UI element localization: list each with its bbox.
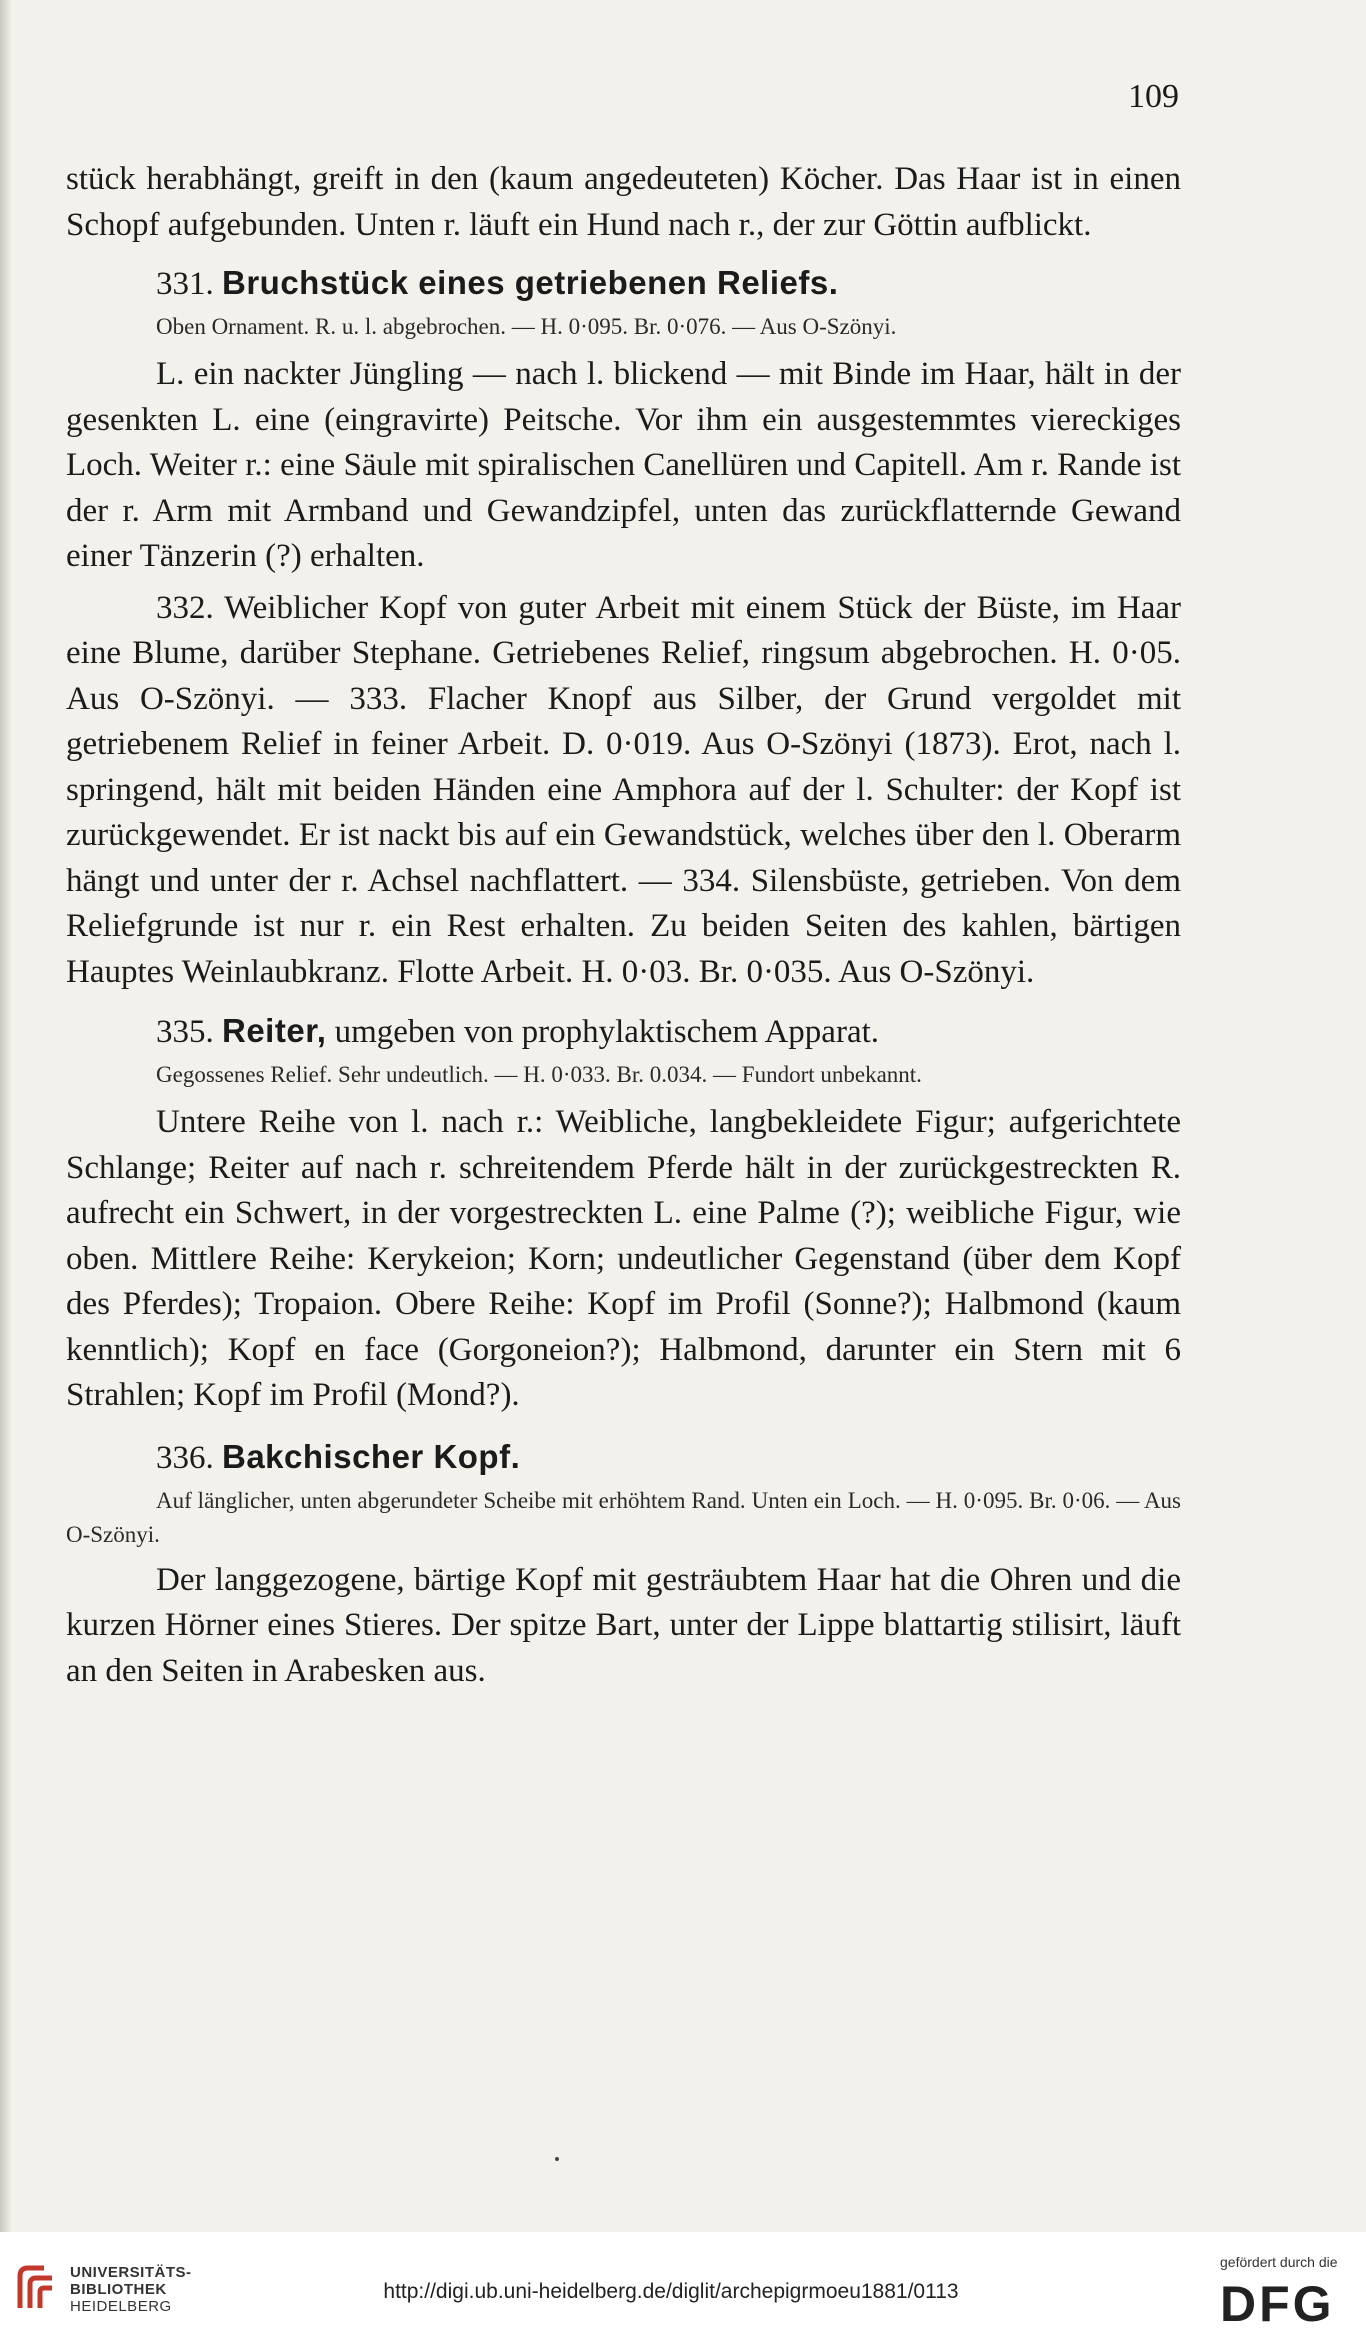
heading-number: 331. <box>156 266 214 302</box>
dfg-logo: DFG <box>1220 2276 1335 2332</box>
library-line-2: BIBLIOTHEK <box>70 2281 167 2298</box>
meta-331: Oben Ornament. R. u. l. abgebrochen. — H. 0·095. Br. 0·076. — Aus O-Szönyi. <box>156 314 897 339</box>
library-line-3: HEIDELBERG <box>70 2298 172 2315</box>
paragraph-336: Der langgezogene, bärtige Kopf mit gesträubtem Haar hat die Ohren und die kurzen Hörner eines Stieres. Der spitze Bart, unter der Lippe blattartig stilisirt, läuft an den Seiten in Arabesken aus. <box>66 1561 1181 1689</box>
heading-336 <box>66 1431 1181 1484</box>
permalink <box>0 2280 1366 2304</box>
stray-dot <box>555 2157 559 2161</box>
heading-331 <box>66 257 1181 310</box>
text-column <box>66 157 1181 1694</box>
heading-title: Bruchstück eines getriebenen Reliefs. <box>222 264 839 301</box>
heading-rest: umgeben von prophylaktischem Apparat. <box>334 1014 880 1050</box>
permalink-url[interactable]: http://digi.ub.uni-heidelberg.de/diglit/archepigrmoeu1881/0113 <box>383 2280 959 2303</box>
meta-335: Gegossenes Relief. Sehr undeutlich. — H. 0·033. Br. 0.034. — Fundort unbekannt. <box>156 1062 922 1087</box>
heading-title: Bakchischer Kopf. <box>222 1437 521 1475</box>
heading-number: 336. <box>156 1439 214 1476</box>
heading-335 <box>66 1005 1181 1058</box>
paragraph-331: L. ein nackter Jüngling — nach l. blickend — mit Binde im Haar, hält in der gesenkten L. eine (eingravirte) Peitsche. Vor ihm ein ausgestemmtes viereckiges Loch. Weiter r.: eine Säule mit spiralischen Canellüren und Capitell. Am r. Rande ist der r. Arm mit Armband und Gewandzipfel, unten das zurückflatternde Gewand einer Tänzerin (?) erhalten. <box>66 356 1181 574</box>
heading-title: Reiter, <box>222 1012 327 1049</box>
scan-edge-shadow <box>0 0 12 2232</box>
library-line-1: UNIVERSITÄTS- <box>70 2264 192 2281</box>
paragraph-332-334: 332. Weiblicher Kopf von guter Arbeit mit einem Stück der Büste, im Haar eine Blume, darüber Stephane. Getriebenes Relief, ringsum abgebrochen. H. 0·05. Aus O-Szönyi. — 333. Flacher Knopf aus Silber, der Grund vergoldet mit getriebenem Relief in feiner Arbeit. D. 0·019. Aus O-Szönyi (1873). Erot, nach l. springend, hält mit beiden Händen eine Amphora auf der l. Schulter: der Kopf ist zurückgewendet. Er ist nackt bis auf ein Gewandstück, welches über den l. Oberarm hängt und unter der r. Achsel nachflattert. — 334. Silensbüste, getrieben. Von dem Reliefgrunde ist nur r. ein Rest erhalten. Zu beiden Seiten des kahlen, bärtigen Hauptes Weinlaubkranz. Flotte Arbeit. H. 0·03. Br. 0·035. Aus O-Szönyi. <box>66 589 1181 990</box>
paragraph-continuation: stück herabhängt, greift in den (kaum angedeuteten) Köcher. Das Haar ist in einen Schopf aufgebunden. Unten r. läuft ein Hund nach r., der zur Göttin aufblickt. <box>66 161 1181 243</box>
funder-label: gefördert durch die <box>1220 2254 1338 2270</box>
paragraph-335: Untere Reihe von l. nach r.: Weibliche, langbekleidete Figur; aufgerichtete Schlange; Reiter auf nach r. schreitendem Pferde hält in der zurückgestreckten R. aufrecht ein Schwert, in der vorgestreckten L. eine Palme (?); weibliche Figur, wie oben. Mittlere Reihe: Kerykeion; Korn; undeutlicher Gegenstand (über dem Kopf des Pferdes); Tropaion. Obere Reihe: Kopf im Profil (Sonne?); Halbmond (kaum kenntlich); Kopf en face (Gorgoneion?); Halbmond, darunter ein Stern mit 6 Strahlen; Kopf im Profil (Mond?). <box>66 1104 1181 1413</box>
page-number: 109 <box>1128 78 1179 115</box>
meta-336: Auf länglicher, unten abgerundeter Scheibe mit erhöhtem Rand. Unten ein Loch. — H. 0·095. Br. 0·06. — Aus O-Szönyi. <box>66 1487 1181 1547</box>
heading-number: 335. <box>156 1014 214 1050</box>
